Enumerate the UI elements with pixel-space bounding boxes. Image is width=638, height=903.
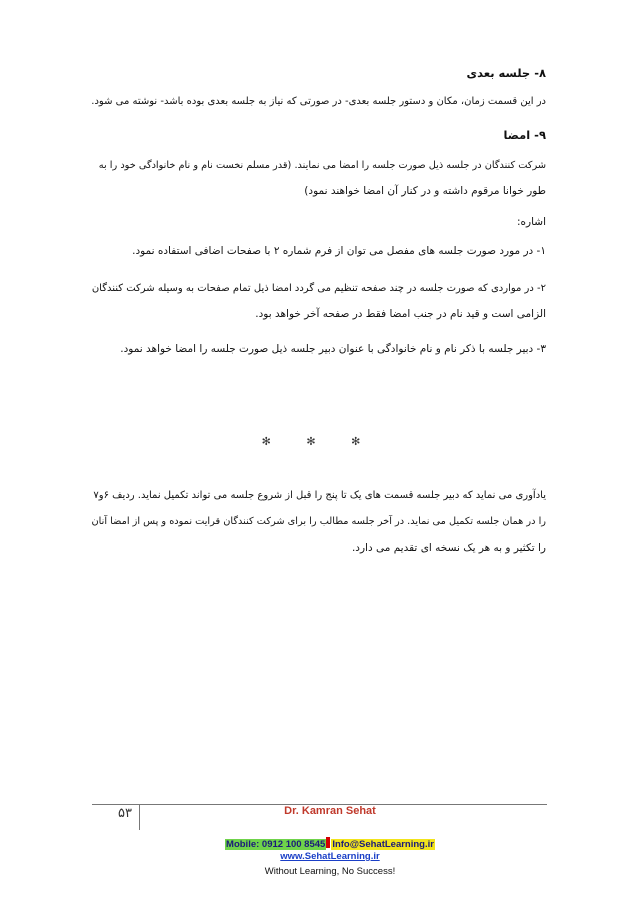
footer-contact-separator [326, 837, 330, 848]
footer-mobile: Mobile: 0912 100 8545 [226, 839, 326, 850]
note-item-2-line-1: ۲- در مواردی که صورت جلسه در چند صفحه تنظیم می گردد امضا ذیل تمام صفحات به وسیله شرکت کنندگان [91, 283, 546, 294]
section-separator: ✻ ✻ ✻ [261, 435, 377, 448]
reminder-line-2: را در همان جلسه تکمیل می نماید. در آخر جلسه مطالب را برای شرکت کنندگان قرایت نموده و پس از امضا آنان [91, 516, 546, 527]
note-item-1: ۱- در مورد صورت جلسه های مفصل می توان از فرم شماره ۲ با صفحات اضافی استفاده نمود. [132, 245, 546, 257]
section-9-body-line-2: طور خوانا مرقوم داشته و در کنار آن امضا خواهند نمود) [304, 185, 546, 197]
reminder-line-3: را تکثیر و به هر یک نسخه ای تقدیم می دارد. [351, 542, 546, 554]
section-9-body-line-1: شرکت کنندگان در جلسه ذیل صورت جلسه را امضا می نمایند. (قدر مسلم نخست نام و نام خانوادگی خود را به [98, 160, 546, 171]
note-item-2-line-2: الزامی است و قید نام در جنب امضا فقط در صفحه آخر خواهد بود. [255, 308, 546, 320]
note-item-3: ۳- دبیر جلسه با ذکر نام و نام خانوادگی با عنوان دبیر جلسه ذیل صورت جلسه را امضا خواهد نمود. [120, 343, 546, 355]
footer-contact [140, 837, 520, 850]
note-label: اشاره: [516, 216, 546, 228]
section-8-body: در این قسمت زمان، مکان و دستور جلسه بعدی- در صورتی که نیاز به جلسه بعدی بوده باشد- نوشته می شود. [91, 96, 546, 107]
section-8-heading: ۸- جلسه بعدی [466, 66, 546, 80]
reminder-line-1: یادآوری می نماید که دبیر جلسه قسمت های یک تا پنج را قبل از شروع جلسه می تواند تکمیل نماید. ردیف ۶و۷ [93, 490, 546, 501]
page-number: ۵۳ [118, 806, 132, 821]
footer-email[interactable]: Info@SehatLearning.ir [332, 839, 434, 850]
footer-website-link[interactable]: www.SehatLearning.ir [280, 851, 380, 862]
section-9-heading: ۹- امضا [503, 128, 546, 142]
footer-author: Dr. Kamran Sehat [284, 805, 376, 817]
footer-slogan: Without Learning, No Success! [264, 866, 396, 877]
